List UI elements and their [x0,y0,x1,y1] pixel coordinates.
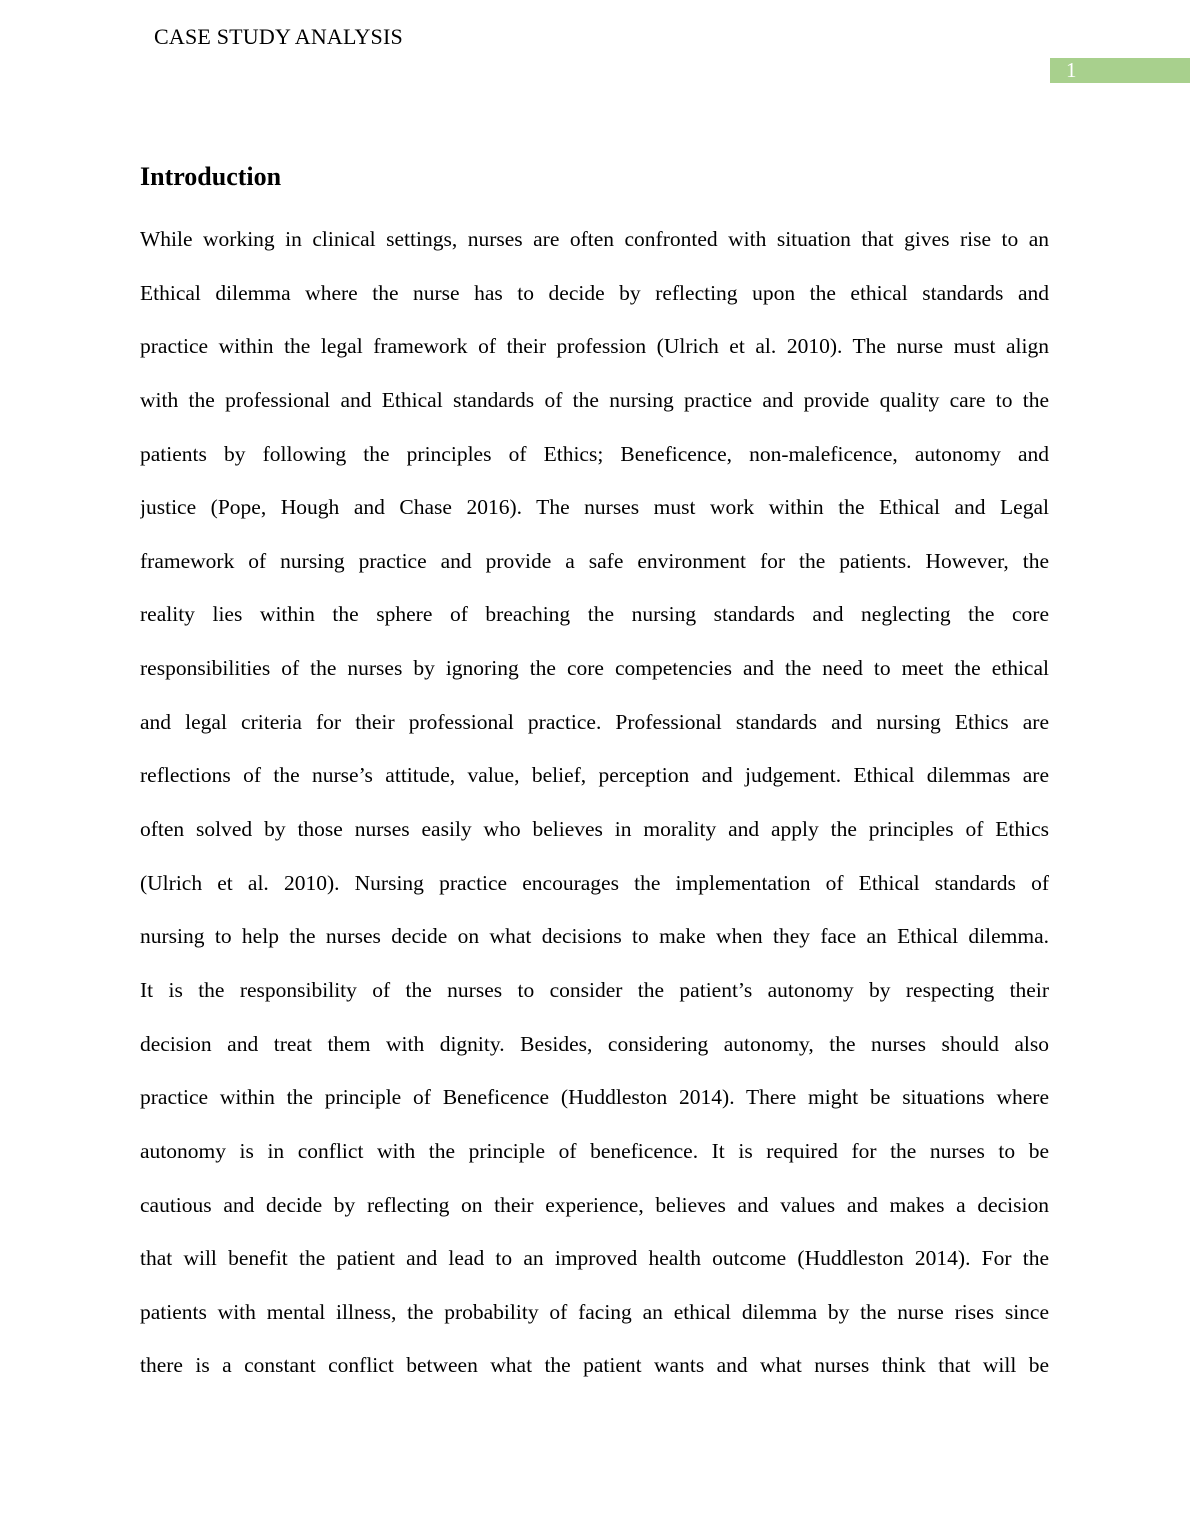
paragraph-line: cautious and decide by reflecting on their experience, believes and values and makes a decision [140,1192,1049,1217]
paragraph-line: nursing to help the nurses decide on what decisions to make when they face an Ethical dilemma. [140,924,1049,949]
paragraph-line: there is a constant conflict between what the patient wants and what nurses think that will be [140,1353,1049,1378]
paragraph-line: framework of nursing practice and provide a safe environment for the patients. However, the [140,548,1049,573]
paragraph-line: patients by following the principles of Ethics; Beneficence, non-maleficence, autonomy and [140,441,1049,466]
paragraph-line: patients with mental illness, the probability of facing an ethical dilemma by the nurse rises since [140,1299,1049,1324]
paragraph-line: practice within the legal framework of their profession (Ulrich et al. 2010). The nurse must align [140,334,1049,359]
running-head: CASE STUDY ANALYSIS [154,24,403,49]
paragraph-line: decision and treat them with dignity. Besides, considering autonomy, the nurses should also [140,1031,1049,1056]
paragraph-line: It is the responsibility of the nurses to consider the patient’s autonomy by respecting their [140,977,1049,1002]
paragraph-line: justice (Pope, Hough and Chase 2016). The nurses must work within the Ethical and Legal [140,495,1049,520]
paragraph-line: that will benefit the patient and lead to an improved health outcome (Huddleston 2014). For the [140,1246,1049,1271]
paragraph-line: reflections of the nurse’s attitude, value, belief, perception and judgement. Ethical dilemmas are [140,763,1049,788]
page-number-badge [1050,58,1190,83]
paragraph-line: While working in clinical settings, nurses are often confronted with situation that gives rise to an [140,227,1049,251]
paragraph-line: and legal criteria for their professional practice. Professional standards and nursing Ethics are [140,709,1049,734]
section-heading: Introduction [140,162,282,191]
paragraph-line: practice within the principle of Beneficence (Huddleston 2014). There might be situations where [140,1085,1049,1110]
paragraph-line: autonomy is in conflict with the principle of beneficence. It is required for the nurses to be [140,1138,1049,1163]
paragraph-line: often solved by those nurses easily who believes in morality and apply the principles of Ethics [140,817,1049,842]
paragraph-line: (Ulrich et al. 2010). Nursing practice encourages the implementation of Ethical standards of [140,870,1049,895]
paragraph-line: Ethical dilemma where the nurse has to decide by reflecting upon the ethical standards and [140,280,1049,305]
paragraph-line: with the professional and Ethical standards of the nursing practice and provide quality care to the [140,387,1049,412]
paragraph-line: reality lies within the sphere of breaching the nursing standards and neglecting the core [140,602,1049,627]
page-number: 1 [1066,58,1077,82]
body-paragraph [140,213,1049,1393]
paragraph-line: responsibilities of the nurses by ignoring the core competencies and the need to meet the ethical [140,656,1049,681]
